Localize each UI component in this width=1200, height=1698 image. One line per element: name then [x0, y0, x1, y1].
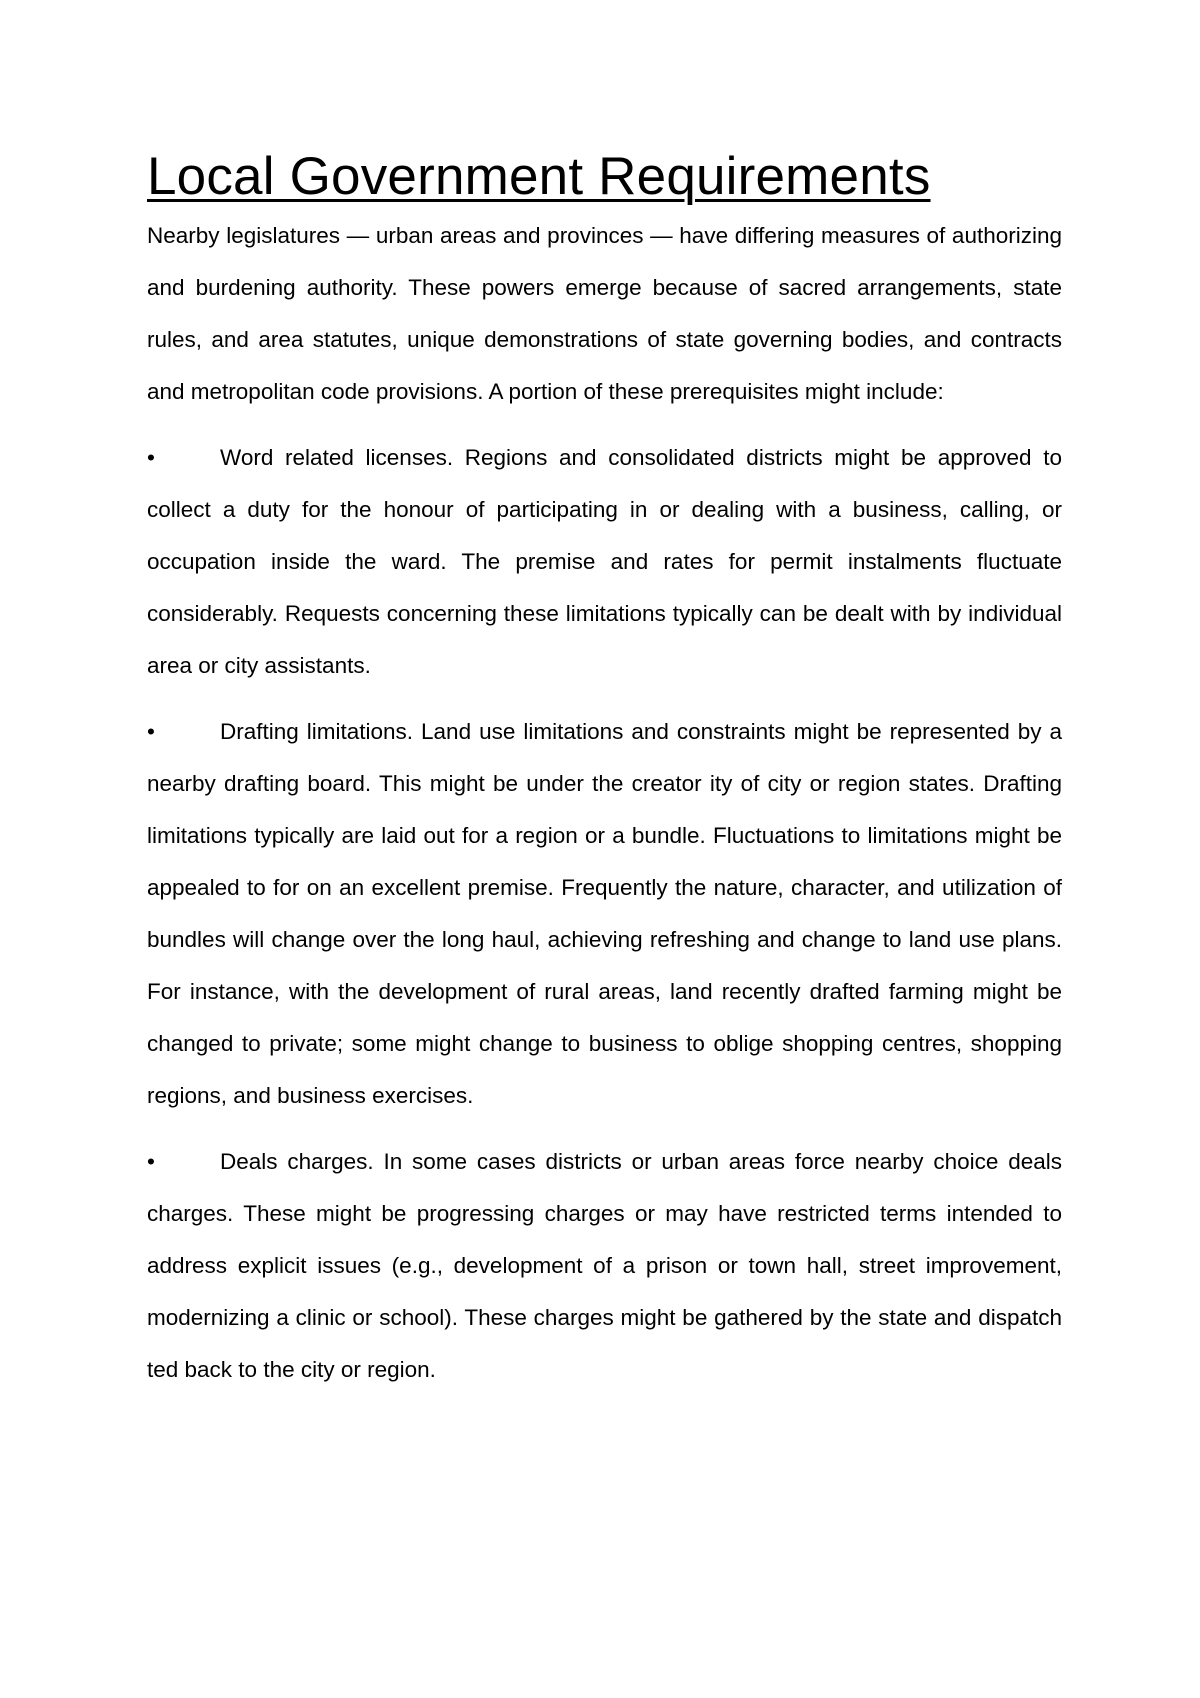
bullet-text: Drafting limitations. Land use limitations and constraints might be represented by a nearby drafting board. This might be under the creator ity of city or region states. Drafting limitations typically are laid out for a region or a bundle. Fluctuations to limitations might be appealed to for on an excellent premise. Frequently the nature, character, and utilization of bundles will change over the long haul, achieving refreshing and change to land use plans. For instance, with the development of rural areas, land recently drafted farming might be changed to private; some might change to business to oblige shopping centres, shopping regions, and business exercises. — [147, 719, 1062, 1108]
document-page — [147, 146, 1062, 1396]
bullet-icon: • — [147, 1149, 155, 1174]
intro-paragraph: Nearby legislatures — urban areas and provinces — have differing measures of authorizing and burdening authority. These powers emerge because of sacred arrangements, state rules, and area statutes, unique demonstrations of state governing bodies, and contracts and metropolitan code provisions. A portion of these prerequisites might include: — [147, 223, 1062, 404]
document-title: Local Government Requirements — [147, 147, 931, 206]
bullet-text: Word related licenses. Regions and consolidated districts might be approved to collect a duty for the honour of participating in or dealing with a business, calling, or occupation inside the ward. The premise and rates for permit instalments fluctuate considerably. Requests concerning these limitations typically can be dealt with by individual area or city assistants. — [147, 445, 1062, 678]
bullet-icon: • — [147, 445, 155, 470]
bullet-item-drafting — [147, 706, 1062, 1122]
bullet-text: Deals charges. In some cases districts or urban areas force nearby choice deals charges. These might be progressing charges or may have restricted terms intended to address explicit issues (e.g., development of a prison or town hall, street improvement, modernizing a clinic or school). These charges might be gathered by the state and dispatch ted back to the city or region. — [147, 1149, 1062, 1382]
bullet-item-deals-charges — [147, 1136, 1062, 1396]
bullet-item-licenses — [147, 432, 1062, 692]
bullet-icon: • — [147, 719, 155, 744]
